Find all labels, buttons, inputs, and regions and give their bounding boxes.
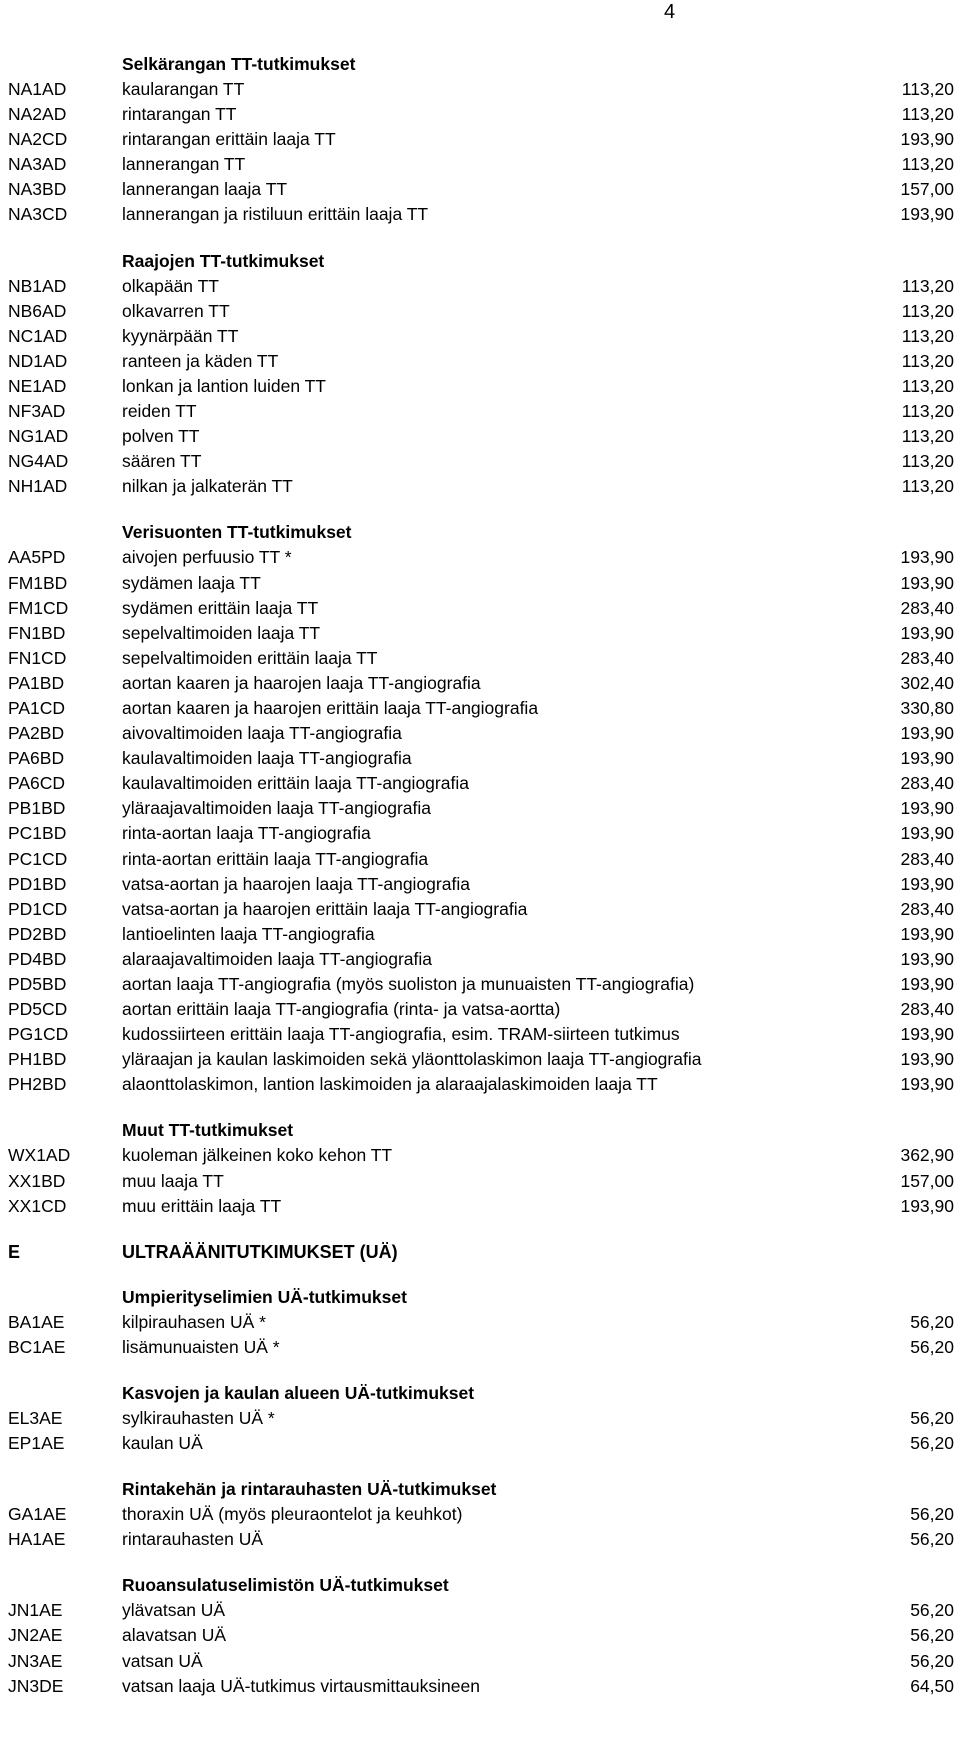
exam-row	[8, 1335, 954, 1360]
exam-description: aivojen perfuusio TT *	[122, 547, 292, 568]
exam-code: XX1CD	[8, 1195, 67, 1216]
exam-row	[8, 1649, 954, 1674]
exam-description: ranteen ja käden TT	[122, 350, 279, 371]
exam-description: polven TT	[122, 426, 200, 447]
exam-code: PA2BD	[8, 723, 65, 744]
exam-code: NA3AD	[8, 154, 67, 175]
exam-price: 113,20	[901, 325, 954, 346]
exam-description: aortan erittäin laaja TT-angiografia (rinta- ja vatsa-aortta)	[122, 999, 561, 1020]
exam-row	[8, 746, 954, 771]
exam-price: 193,90	[900, 204, 954, 225]
exam-description: aortan kaaren ja haarojen laaja TT-angiografia	[122, 672, 481, 693]
exam-description: olkavarren TT	[122, 300, 230, 321]
exam-code: PD1BD	[8, 873, 67, 894]
exam-description: muu erittäin laaja TT	[122, 1195, 282, 1216]
exam-price: 56,20	[910, 1625, 954, 1646]
exam-price: 56,20	[910, 1600, 954, 1621]
exam-section	[8, 1477, 954, 1552]
exam-row	[8, 646, 954, 671]
exam-row	[8, 274, 954, 299]
exam-row	[8, 1406, 954, 1431]
exam-description: kyynärpään TT	[122, 325, 239, 346]
exam-description: lannerangan ja ristiluun erittäin laaja TT	[122, 204, 429, 225]
exam-row	[8, 771, 954, 796]
exam-code: FM1BD	[8, 572, 68, 593]
exam-price: 193,90	[900, 1049, 954, 1070]
exam-description: sylkirauhasten UÄ *	[122, 1407, 275, 1428]
exam-price: 193,90	[900, 547, 954, 568]
exam-price: 113,20	[901, 350, 954, 371]
exam-price: 113,20	[901, 375, 954, 396]
exam-section	[8, 1573, 954, 1698]
exam-description: sydämen laaja TT	[122, 572, 261, 593]
section-heading: Verisuonten TT-tutkimukset	[122, 522, 352, 543]
exam-row	[8, 474, 954, 499]
exam-price: 56,20	[910, 1504, 954, 1525]
exam-row	[8, 1431, 954, 1456]
exam-row	[8, 997, 954, 1022]
exam-code: NG4AD	[8, 451, 69, 472]
exam-code: PA6CD	[8, 773, 66, 794]
exam-description: vatsa-aortan ja haarojen laaja TT-angiografia	[122, 873, 470, 894]
exam-code: NA2CD	[8, 129, 68, 150]
exam-code: PA1BD	[8, 672, 65, 693]
exam-description: aivovaltimoiden laaja TT-angiografia	[122, 723, 402, 744]
exam-row	[8, 102, 954, 127]
exam-row	[8, 847, 954, 872]
exam-row	[8, 177, 954, 202]
exam-row	[8, 1598, 954, 1623]
exam-code: AA5PD	[8, 547, 66, 568]
section-heading: Rintakehän ja rintarauhasten UÄ-tutkimukset	[122, 1479, 497, 1500]
exam-price: 113,20	[901, 451, 954, 472]
exam-price: 56,20	[910, 1336, 954, 1357]
exam-code: FM1CD	[8, 597, 69, 618]
exam-price: 283,40	[900, 773, 954, 794]
exam-row	[8, 671, 954, 696]
exam-description: vatsan UÄ	[122, 1650, 203, 1671]
exam-price: 56,20	[910, 1433, 954, 1454]
exam-price: 193,90	[900, 948, 954, 969]
ct-sections	[8, 52, 954, 1219]
exam-description: alaonttolaskimon, lantion laskimoiden ja alaraajalaskimoiden laaja TT	[122, 1074, 658, 1095]
exam-description: vatsan laaja UÄ-tutkimus virtausmittauksineen	[122, 1675, 480, 1696]
exam-description: muu laaja TT	[122, 1170, 224, 1191]
exam-description: rintarauhasten UÄ	[122, 1529, 264, 1550]
exam-description: kaulan UÄ	[122, 1433, 203, 1454]
exam-price: 56,20	[910, 1529, 954, 1550]
exam-description: reiden TT	[122, 401, 197, 422]
main-section-title: ULTRAÄÄNITUTKIMUKSET (UÄ)	[122, 1241, 398, 1262]
exam-row	[8, 796, 954, 821]
exam-row	[8, 1527, 954, 1552]
exam-price: 113,20	[901, 401, 954, 422]
exam-section	[8, 520, 954, 1097]
section-heading: Selkärangan TT-tutkimukset	[122, 54, 356, 74]
exam-description: nilkan ja jalkaterän TT	[122, 476, 293, 497]
exam-price: 193,90	[900, 1024, 954, 1045]
exam-price: 56,20	[910, 1407, 954, 1428]
exam-description: kudossiirteen erittäin laaja TT-angiografia, esim. TRAM-siirteen tutkimus	[122, 1024, 680, 1045]
price-list-document	[8, 52, 954, 1720]
exam-row	[8, 1674, 954, 1699]
exam-description: rintarangan erittäin laaja TT	[122, 129, 336, 150]
exam-row	[8, 202, 954, 227]
exam-code: NF3AD	[8, 401, 66, 422]
exam-code: JN3AE	[8, 1650, 63, 1671]
exam-code: JN3DE	[8, 1675, 64, 1696]
exam-price: 113,20	[901, 476, 954, 497]
exam-description: yläraajavaltimoiden laaja TT-angiografia	[122, 798, 432, 819]
exam-row	[8, 1194, 954, 1219]
exam-code: PD1CD	[8, 898, 68, 919]
section-heading: Umpierityselimien UÄ-tutkimukset	[122, 1286, 407, 1307]
exam-description: rinta-aortan laaja TT-angiografia	[122, 823, 371, 844]
section-heading: Muut TT-tutkimukset	[122, 1120, 294, 1141]
exam-price: 56,20	[910, 1311, 954, 1332]
exam-code: NB6AD	[8, 300, 67, 321]
exam-code: PD5BD	[8, 974, 67, 994]
exam-price: 283,40	[900, 999, 954, 1020]
exam-description: kaularangan TT	[122, 79, 245, 99]
exam-description: lannerangan TT	[122, 154, 246, 175]
page-number: 4	[664, 1, 676, 23]
exam-row	[8, 872, 954, 897]
exam-row	[8, 449, 954, 474]
exam-description: säären TT	[122, 451, 202, 472]
exam-description: vatsa-aortan ja haarojen erittäin laaja TT-angiografia	[122, 898, 528, 919]
ultrasound-sections	[8, 1285, 954, 1699]
exam-price: 113,20	[901, 104, 954, 125]
exam-price: 193,90	[900, 1074, 954, 1095]
exam-description: aortan laaja TT-angiografia (myös suoliston ja munuaisten TT-angiografia)	[122, 974, 695, 994]
main-section-heading	[8, 1240, 954, 1276]
exam-description: sepelvaltimoiden laaja TT	[122, 622, 321, 643]
exam-code: FN1CD	[8, 647, 67, 668]
exam-code: PD4BD	[8, 948, 67, 969]
exam-section	[8, 1285, 954, 1360]
exam-code: PA1CD	[8, 697, 66, 718]
exam-section	[8, 1118, 954, 1218]
exam-price: 362,90	[900, 1145, 954, 1166]
exam-description: kuoleman jälkeinen koko kehon TT	[122, 1145, 393, 1166]
exam-description: sydämen erittäin laaja TT	[122, 597, 319, 618]
exam-code: GA1AE	[8, 1504, 67, 1525]
exam-row	[8, 1502, 954, 1527]
exam-code: XX1BD	[8, 1170, 66, 1191]
exam-row	[8, 571, 954, 596]
exam-row	[8, 374, 954, 399]
exam-description: aortan kaaren ja haarojen erittäin laaja TT-angiografia	[122, 697, 539, 718]
exam-price: 193,90	[900, 622, 954, 643]
exam-code: NC1AD	[8, 325, 68, 346]
exam-code: NH1AD	[8, 476, 68, 497]
exam-row	[8, 349, 954, 374]
exam-code: EL3AE	[8, 1407, 63, 1428]
exam-code: EP1AE	[8, 1433, 65, 1454]
exam-code: JN2AE	[8, 1625, 63, 1646]
exam-price: 193,90	[900, 1195, 954, 1216]
exam-price: 193,90	[900, 723, 954, 744]
exam-row	[8, 821, 954, 846]
exam-row	[8, 1143, 954, 1168]
exam-code: PC1BD	[8, 823, 67, 844]
exam-price: 302,40	[900, 672, 954, 693]
exam-code: ND1AD	[8, 350, 68, 371]
exam-description: ylävatsan UÄ	[122, 1600, 226, 1621]
exam-code: NG1AD	[8, 426, 69, 447]
exam-description: olkapään TT	[122, 275, 219, 296]
exam-description: rinta-aortan erittäin laaja TT-angiografia	[122, 848, 429, 869]
exam-code: BA1AE	[8, 1311, 65, 1332]
exam-row	[8, 1047, 954, 1072]
exam-price: 113,20	[901, 154, 954, 175]
exam-code: PB1BD	[8, 798, 66, 819]
exam-row	[8, 324, 954, 349]
exam-row	[8, 299, 954, 324]
exam-row	[8, 424, 954, 449]
exam-code: PA6BD	[8, 748, 65, 769]
exam-description: alaraajavaltimoiden laaja TT-angiografia	[122, 948, 433, 969]
exam-price: 283,40	[900, 597, 954, 618]
exam-row	[8, 152, 954, 177]
exam-row	[8, 1310, 954, 1335]
exam-row	[8, 399, 954, 424]
exam-code: NA1AD	[8, 79, 67, 99]
section-heading: Raajojen TT-tutkimukset	[122, 250, 325, 271]
exam-description: lisämunuaisten UÄ *	[122, 1336, 280, 1357]
exam-row	[8, 1022, 954, 1047]
exam-code: WX1AD	[8, 1145, 71, 1166]
exam-price: 193,90	[900, 798, 954, 819]
exam-code: NA2AD	[8, 104, 67, 125]
exam-price: 193,90	[900, 748, 954, 769]
exam-code: BC1AE	[8, 1336, 66, 1357]
exam-price: 193,90	[900, 974, 954, 994]
exam-row	[8, 1169, 954, 1194]
exam-code: PH1BD	[8, 1049, 67, 1070]
exam-price: 283,40	[900, 848, 954, 869]
exam-price: 283,40	[900, 898, 954, 919]
exam-row	[8, 1623, 954, 1648]
exam-code: JN1AE	[8, 1600, 63, 1621]
exam-code: PG1CD	[8, 1024, 69, 1045]
exam-code: PH2BD	[8, 1074, 67, 1095]
exam-code: HA1AE	[8, 1529, 66, 1550]
exam-code: PC1CD	[8, 848, 68, 869]
exam-code: NB1AD	[8, 275, 67, 296]
section-heading: Ruoansulatuselimistön UÄ-tutkimukset	[122, 1575, 449, 1596]
exam-description: alavatsan UÄ	[122, 1625, 227, 1646]
exam-row	[8, 922, 954, 947]
exam-price: 330,80	[900, 697, 954, 718]
exam-description: lonkan ja lantion luiden TT	[122, 375, 326, 396]
exam-code: NA3BD	[8, 179, 67, 200]
exam-section	[8, 249, 954, 500]
exam-description: kilpirauhasen UÄ *	[122, 1311, 266, 1332]
main-section-letter: E	[8, 1241, 21, 1262]
exam-row	[8, 545, 954, 570]
exam-code: PD2BD	[8, 923, 67, 944]
exam-description: lantioelinten laaja TT-angiografia	[122, 923, 375, 944]
exam-section	[8, 52, 954, 228]
exam-description: thoraxin UÄ (myös pleuraontelot ja keuhkot)	[122, 1504, 463, 1525]
exam-code: NE1AD	[8, 375, 67, 396]
exam-code: PD5CD	[8, 999, 68, 1020]
exam-price: 193,90	[900, 129, 954, 150]
exam-price: 193,90	[900, 572, 954, 593]
exam-description: kaulavaltimoiden erittäin laaja TT-angiografia	[122, 773, 469, 794]
exam-price: 113,20	[901, 79, 954, 99]
exam-description: lannerangan laaja TT	[122, 179, 288, 200]
exam-row	[8, 897, 954, 922]
exam-row	[8, 972, 954, 997]
exam-price: 113,20	[901, 300, 954, 321]
exam-row	[8, 621, 954, 646]
exam-description: rintarangan TT	[122, 104, 237, 125]
exam-row	[8, 596, 954, 621]
exam-price: 157,00	[900, 179, 954, 200]
exam-price: 64,50	[910, 1675, 954, 1696]
exam-price: 193,90	[900, 923, 954, 944]
exam-row	[8, 1072, 954, 1097]
exam-section	[8, 1381, 954, 1456]
exam-price: 56,20	[910, 1650, 954, 1671]
exam-code: FN1BD	[8, 622, 66, 643]
exam-price: 113,20	[901, 275, 954, 296]
exam-price: 113,20	[901, 426, 954, 447]
section-heading: Kasvojen ja kaulan alueen UÄ-tutkimukset	[122, 1382, 475, 1403]
exam-price: 193,90	[900, 823, 954, 844]
exam-row	[8, 696, 954, 721]
exam-price: 283,40	[900, 647, 954, 668]
exam-row	[8, 947, 954, 972]
exam-price: 157,00	[900, 1170, 954, 1191]
exam-description: yläraajan ja kaulan laskimoiden sekä yläonttolaskimon laaja TT-angiografia	[122, 1049, 702, 1070]
exam-code: NA3CD	[8, 204, 68, 225]
exam-row	[8, 77, 954, 102]
exam-description: kaulavaltimoiden laaja TT-angiografia	[122, 748, 412, 769]
exam-description: sepelvaltimoiden erittäin laaja TT	[122, 647, 378, 668]
exam-row	[8, 721, 954, 746]
exam-row	[8, 127, 954, 152]
exam-price: 193,90	[900, 873, 954, 894]
